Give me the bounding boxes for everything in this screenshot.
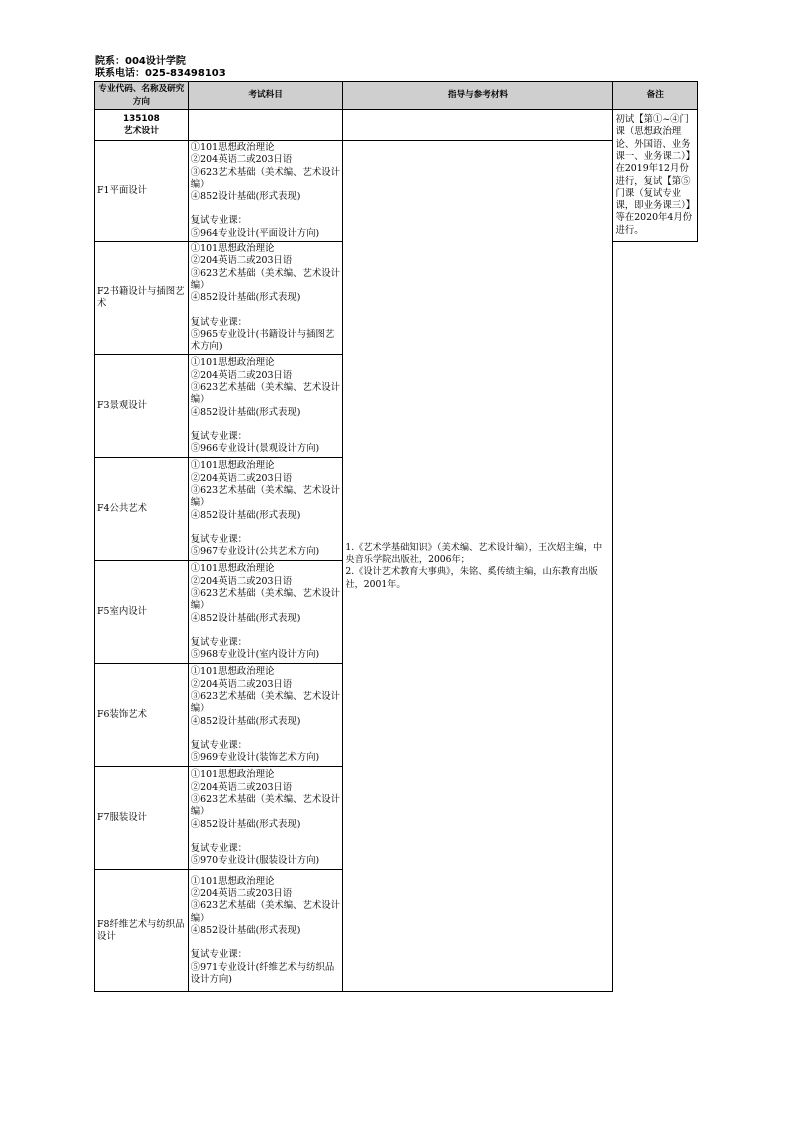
subject-item: ④852设计基础(形式表现) [190, 924, 301, 936]
subject-item: ③623艺术基础（美术编、艺术设计编） [190, 794, 340, 818]
subject-item: ①101思想政治理论 [190, 357, 275, 369]
subject-item: ①101思想政治理论 [190, 142, 275, 153]
major-subjects-empty [188, 110, 343, 141]
retest-subject: ⑤971专业设计(纤维艺术与纺织品设计方向) [190, 961, 335, 985]
retest-label: 复试专业课： [190, 636, 248, 648]
subject-item: ③623艺术基础（美术编、艺术设计编） [190, 588, 340, 612]
subject-item: ②204英语二或203日语 [190, 575, 293, 587]
direction-subjects [188, 561, 343, 664]
retest-label: 复试专业课： [190, 949, 248, 961]
subject-item: ②204英语二或203日语 [190, 888, 293, 900]
retest-subject: ⑤967专业设计(公共艺术方向) [190, 546, 320, 558]
retest-subject: ⑤970专业设计(服装设计方向) [190, 855, 320, 867]
header-code: 专业代码、名称及研究方向 [95, 82, 189, 110]
subject-item: ③623艺术基础（美术编、艺术设计编） [190, 691, 340, 715]
subject-gap [191, 203, 341, 215]
direction-row [95, 141, 698, 242]
subject-gap [191, 305, 341, 317]
notes-cell [613, 110, 698, 242]
retest-subject: ⑤966专业设计(景观设计方向) [190, 443, 320, 455]
major-reference-empty [343, 110, 613, 141]
retest-label: 复试专业课： [190, 533, 248, 545]
subject-item: ①101思想政治理论 [190, 243, 275, 255]
table-header-row [95, 82, 698, 110]
subject-item: ②204英语二或203日语 [190, 472, 293, 484]
retest-label: 复试专业课： [190, 739, 248, 751]
subject-item: ④852设计基础(形式表现) [190, 715, 301, 727]
header-notes: 备注 [613, 82, 698, 110]
subject-item: ②204英语二或203日语 [190, 154, 293, 166]
reference-item: 1.《艺术学基础知识》（美术编、艺术设计编），王次炤主编，中央音乐学院出版社，2006年； [345, 541, 603, 565]
major-code-cell [95, 110, 189, 141]
direction-name: F3景观设计 [95, 355, 189, 458]
reference-item: 2.《设计艺术教育大事典》，朱铭、奚传绩主编，山东教育出版社，2001年。 [345, 566, 598, 590]
direction-subjects [188, 355, 343, 458]
major-name: 艺术设计 [123, 126, 159, 136]
direction-name: F2书籍设计与插图艺术 [95, 242, 189, 355]
retest-subject: ⑤965专业设计(书籍设计与插图艺术方向) [190, 328, 335, 353]
retest-subject: ⑤969专业设计(装饰艺术方向) [190, 752, 320, 764]
subject-item: ①101思想政治理论 [190, 875, 275, 887]
direction-subjects [188, 664, 343, 767]
subject-gap [191, 419, 341, 431]
direction-subjects [188, 767, 343, 870]
subject-item: ①101思想政治理论 [190, 460, 275, 472]
notes-text: 初试【第①~④门课（思想政治理论、外国语、业务课一、业务课二）】在2019年12月份进行，复试【第⑤门课（复试专业课，即业务课三）】等在2020年4月份进行。 [615, 114, 693, 236]
subject-gap [191, 937, 341, 949]
direction-subjects [188, 242, 343, 355]
subject-item: ④852设计基础(形式表现) [190, 612, 301, 624]
subject-gap [191, 728, 341, 740]
direction-name: F7服装设计 [95, 767, 189, 870]
subject-item: ③623艺术基础（美术编、艺术设计编） [190, 382, 340, 406]
exam-table [94, 81, 698, 992]
retest-subject: ⑤968专业设计(室内设计方向) [190, 649, 320, 661]
retest-label: 复试专业课： [190, 316, 248, 328]
direction-name: F6装饰艺术 [95, 664, 189, 767]
major-code: 135108 [123, 113, 160, 124]
subject-item: ②204英语二或203日语 [190, 369, 293, 381]
retest-label: 复试专业课： [190, 215, 248, 227]
phone-line: 联系电话：025-83498103 [95, 68, 226, 79]
subject-item: ②204英语二或203日语 [190, 255, 293, 267]
header-reference: 指导与参考材料 [343, 82, 613, 110]
subject-gap [191, 522, 341, 534]
retest-subject: ⑤964专业设计(平面设计方向) [190, 227, 320, 239]
subject-item: ①101思想政治理论 [190, 769, 275, 781]
subject-item: ④852设计基础(形式表现) [190, 406, 301, 418]
subject-item: ④852设计基础(形式表现) [190, 191, 301, 203]
subject-item: ②204英语二或203日语 [190, 781, 293, 793]
major-row [95, 110, 698, 141]
subject-item: ③623艺术基础（美术编、艺术设计编） [190, 900, 340, 924]
subject-item: ①101思想政治理论 [190, 666, 275, 678]
retest-label: 复试专业课： [190, 842, 248, 854]
subject-item: ④852设计基础(形式表现) [190, 818, 301, 830]
retest-label: 复试专业课： [190, 430, 248, 442]
direction-subjects [188, 870, 343, 992]
direction-name: F5室内设计 [95, 561, 189, 664]
direction-name: F8纤维艺术与纺织品设计 [95, 870, 189, 992]
subject-item: ③623艺术基础（美术编、艺术设计编） [190, 166, 340, 190]
direction-name: F1平面设计 [95, 141, 189, 242]
subject-gap [191, 831, 341, 843]
header-subjects: 考试科目 [188, 82, 343, 110]
reference-cell [343, 141, 613, 992]
subject-item: ②204英语二或203日语 [190, 678, 293, 690]
direction-subjects [188, 141, 343, 242]
subject-item: ④852设计基础(形式表现) [190, 509, 301, 521]
page-header [95, 56, 226, 80]
direction-name: F4公共艺术 [95, 458, 189, 561]
subject-item: ③623艺术基础（美术编、艺术设计编） [190, 267, 340, 291]
subject-item: ③623艺术基础（美术编、艺术设计编） [190, 485, 340, 509]
subject-gap [191, 625, 341, 637]
department-line: 院系：004设计学院 [95, 56, 186, 67]
subject-item: ④852设计基础(形式表现) [190, 292, 301, 304]
subject-item: ①101思想政治理论 [190, 563, 275, 575]
direction-subjects [188, 458, 343, 561]
